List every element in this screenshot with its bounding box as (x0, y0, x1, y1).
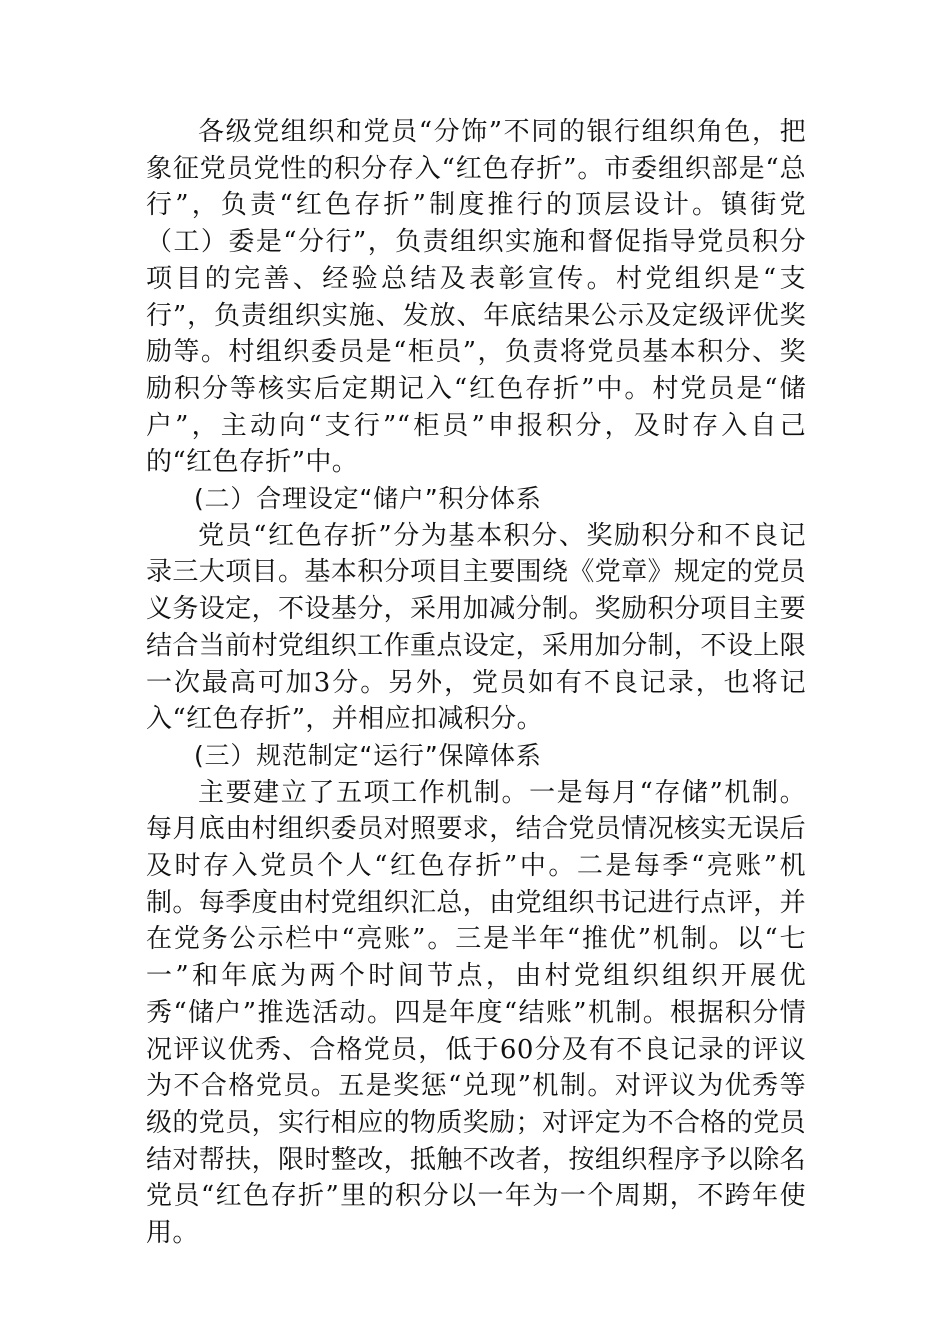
document-body (146, 114, 806, 1252)
paragraph-operation-system: 主要建立了五项工作机制。一是每月“存储”机制。每月底由村组织委员对照要求，结合党员情况核实无误后及时存入党员个人“红色存折”中。二是每季“亮账”机制。每季度由村党组织汇总，由党组织书记进行点评，并在党务公示栏中“亮账”。三是半年“推优”机制。以“七一”和年底为两个时间节点，由村党组织组织开展优秀“储户”推选活动。四是年度“结账”机制。根据积分情况评议优秀、合格党员，低于60分及有不良记录的评议为不合格党员。五是奖惩“兑现”机制。对评议为优秀等级的党员，实行相应的物质奖励；对评定为不合格的党员结对帮扶，限时整改，抵触不改者，按组织程序予以除名党员“红色存折”里的积分以一年为一个周期，不跨年使用。 (146, 777, 807, 1249)
paragraph-bank-roles: 各级党组织和党员“分饰”不同的银行组织角色，把象征党员党性的积分存入“红色存折”。市委组织部是“总行”，负责“红色存折”制度推行的顶层设计。镇街党（工）委是“分行”，负责组织实施和督促指导党员积分项目的完善、经验总结及表彰宣传。村党组织是“支行”，负责组织实施、发放、年底结果公示及定级评优奖励等。村组织委员是“柜员”，负责将党员基本积分、奖励积分等核实后定期记入“红色存折”中。村党员是“储户”，主动向“支行”“柜员”申报积分，及时存入自己的“红色存折”中。 (146, 117, 806, 478)
section-heading-operation-system: (三）规范制定“运行”保障体系 (194, 740, 542, 770)
section-heading-points-system: (二）合理设定“储户”积分体系 (194, 484, 542, 514)
paragraph-points-system: 党员“红色存折”分为基本积分、奖励积分和不良记录三大项目。基本积分项目主要围绕《党章》规定的党员义务设定，不设基分，采用加减分制。奖励积分项目主要结合当前村党组织工作重点设定，采用加分制，不设上限一次最高可加3分。另外，党员如有不良记录，也将记入“红色存折”，并相应扣减积分。 (146, 520, 807, 735)
